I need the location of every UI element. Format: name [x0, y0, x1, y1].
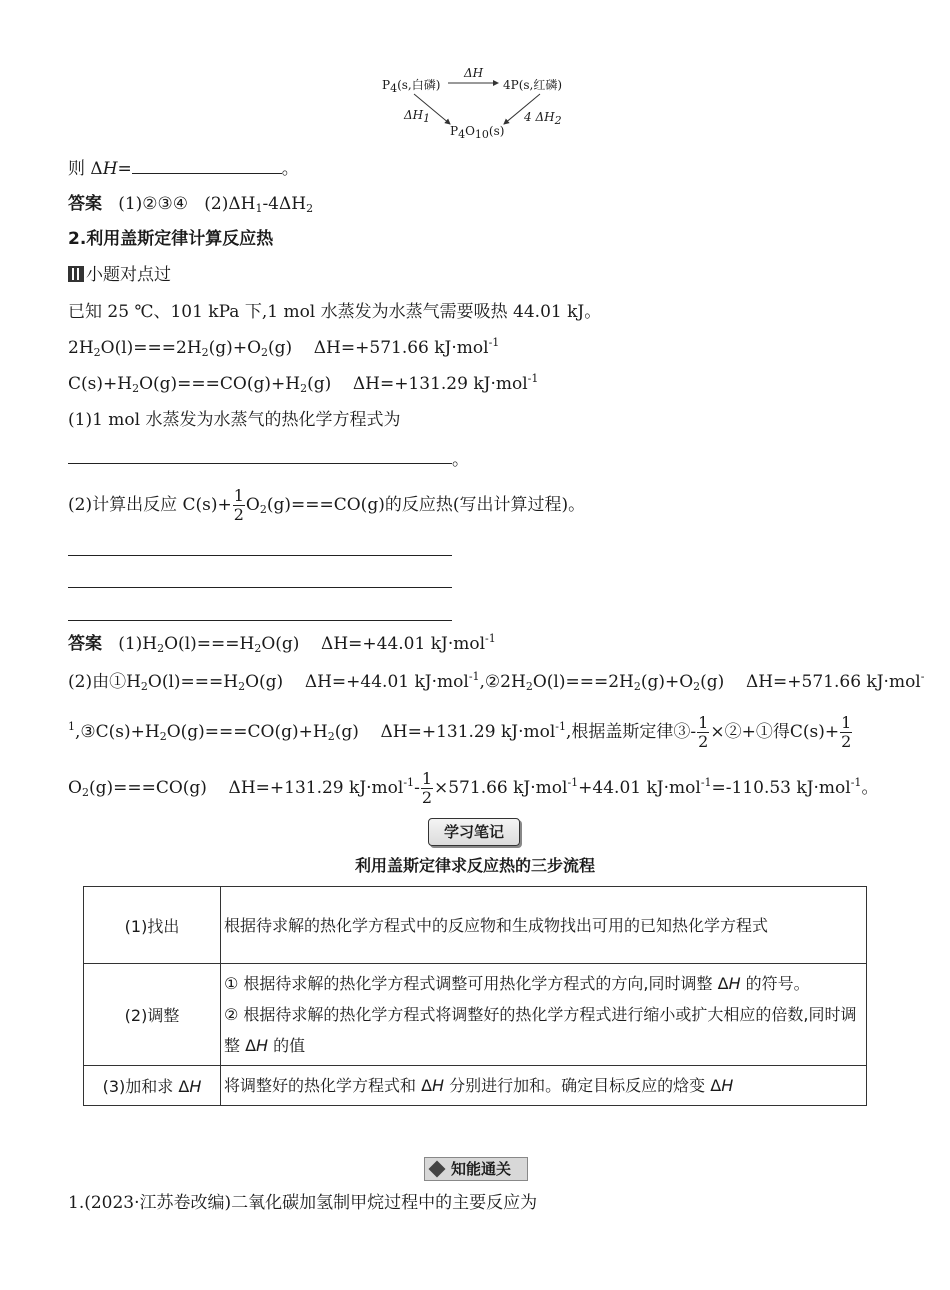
diagram-left-delta: $\Delta H_1$	[404, 108, 431, 125]
step-cell: (3)加和求 ΔH	[84, 1066, 221, 1106]
answer-line-q2-3[interactable]	[68, 620, 452, 621]
solution-line-3: $O_2(g)===CO(g)$ ΔH=+131.29 kJ·mol$^{-1}$- $\frac{1}{2}$ ×571.66 kJ·mol$^{-1}$+44.01 kJ·mol$^{-1}$=-110.53 kJ·mol$^{-1}$。	[68, 769, 879, 807]
given-text: 已知 25 ℃、101 kPa 下,1 mol 水蒸发为水蒸气需要吸热 44.01 kJ。	[68, 302, 602, 322]
equation-2: $C(s)+H_2O(g)===CO(g)+H_2(g)$ ΔH=+131.29 kJ·mol$^{-1}$	[68, 372, 539, 395]
bottom-question: 1.(2023·江苏卷改编)二氧化碳加氢制甲烷过程中的主要反应为	[68, 1193, 538, 1213]
equation-1: $2H_2O(l)===2H_2(g)+O_2(g)$ ΔH=+571.66 kJ·mol$^{-1}$	[68, 336, 500, 359]
solution-line-2: $^1,③C(s)+H_2O(g)===CO(g)+H_2(g)$ ΔH=+131.29 kJ·mol$^{-1}$,根据盖斯定律③- $\frac{1}{2}$ ×②+①得C(s)+ $\frac{1}{2}$	[68, 713, 852, 751]
small-heading: 小题对点过	[68, 264, 171, 286]
notes-title: 利用盖斯定律求反应热的三步流程	[354, 856, 595, 875]
fraction-half: $\frac{1}{2}$	[698, 713, 709, 751]
answer-line-q2-2[interactable]	[68, 587, 452, 588]
step-cell: (1)找出	[84, 887, 221, 964]
diagram-right: 4P(s,红磷)	[503, 78, 563, 92]
table-row	[84, 1066, 867, 1106]
answer-2: 答案 $(1)H_2O(l)===H_2O(g)$ ΔH=+44.01 kJ·mol$^{-1}$	[68, 632, 496, 655]
steps-table	[83, 886, 867, 1106]
arrow-left	[414, 94, 450, 124]
step-description: ① 根据待求解的热化学方程式调整可用热化学方程式的方向,同时调整 ΔH 的符号。 ② 根据待求解的热化学方程式将调整好的热化学方程式进行缩小或扩大相应的倍数,同时调整 ΔH 的值	[221, 964, 867, 1066]
question-2: (2)计算出反应 C(s)+ $\frac{1}{2}$ $O_2(g)===CO(g)$的反应热(写出计算过程)。	[68, 486, 586, 524]
step-description: 根据待求解的热化学方程式中的反应物和生成物找出可用的已知热化学方程式	[221, 887, 867, 964]
fraction-half: $\frac{1}{2}$	[841, 713, 852, 751]
step-cell: (2)调整	[84, 964, 221, 1066]
fraction-half: $\frac{1}{2}$	[233, 486, 244, 524]
answer-line-q2-1[interactable]	[68, 555, 452, 556]
diagram-right-delta: 4 $\Delta H_2$	[524, 110, 562, 127]
study-notes-badge: 学习笔记	[428, 818, 520, 846]
answer-1: 答案 (1)②③④ $(2)\Delta H_1-4\Delta H_2$	[68, 194, 314, 215]
reaction-diagram	[380, 64, 580, 144]
answer-blank-1[interactable]	[132, 157, 282, 174]
step-description: 将调整好的热化学方程式和 ΔH 分别进行加和。确定目标反应的焓变 ΔH	[221, 1066, 867, 1106]
answer-line-q1[interactable]	[68, 463, 452, 464]
table-row	[84, 887, 867, 964]
zhineng-badge: 知能通关	[424, 1157, 528, 1181]
diagram-bottom: $P_4O_{10}(s)$	[450, 124, 505, 141]
table-row	[84, 964, 867, 1066]
q1-period: 。	[452, 450, 469, 470]
arrow-right	[504, 94, 540, 124]
diamond-icon	[429, 1161, 446, 1178]
solution-line-1: (2)由$①H_2O(l)===H_2O(g)$ ΔH=+44.01 $kJ\cdot mol^{-1},②2H_2O(l)===2H_2(g)+O_2(g)$ ΔH=+571.66 kJ·mol-	[68, 670, 925, 693]
question-then: 则 ΔH= 。	[68, 159, 299, 179]
diagram-top-delta: ΔH	[464, 66, 484, 80]
section-title: 2.利用盖斯定律计算反应热	[68, 229, 274, 249]
fraction-half: $\frac{1}{2}$	[421, 769, 432, 807]
question-1: (1)1 mol 水蒸发为水蒸气的热化学方程式为	[68, 410, 401, 430]
pillar-icon	[68, 266, 84, 282]
diagram-arrows	[380, 64, 580, 144]
diagram-left: $P_4(s$,白磷)	[382, 78, 441, 95]
